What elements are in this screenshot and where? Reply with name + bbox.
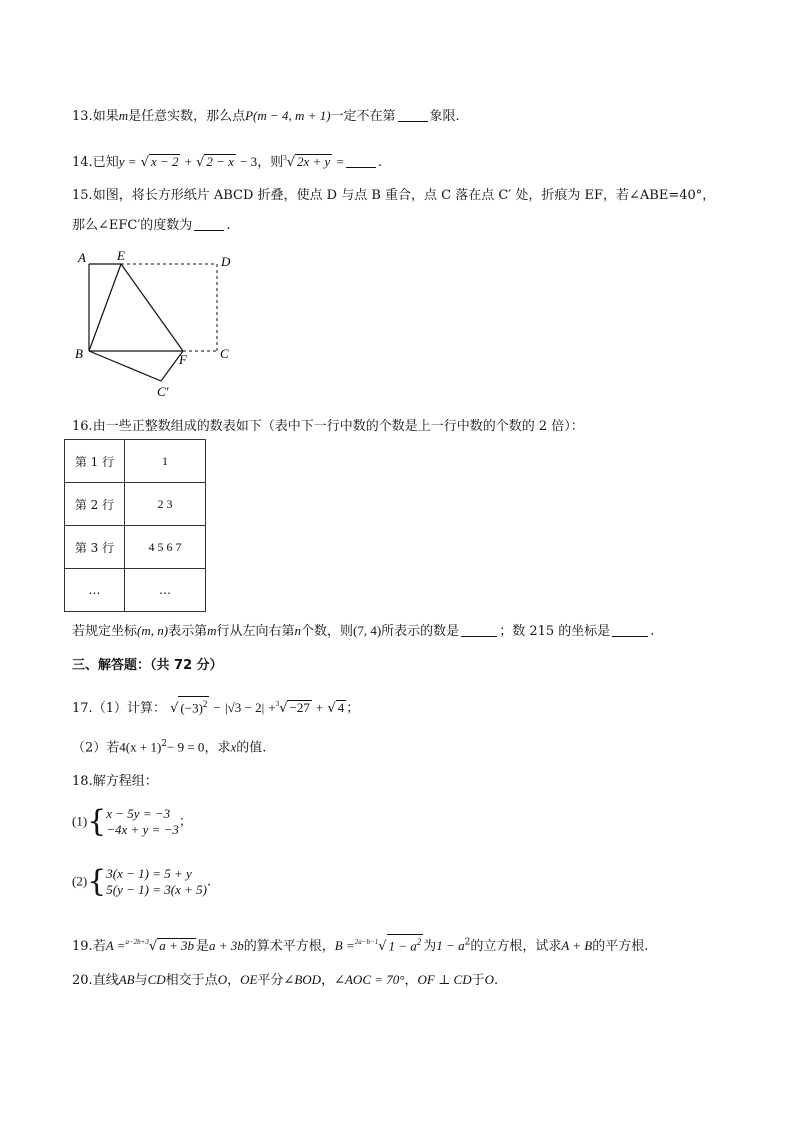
system-2: (2){3(x − 1) = 5 + y 5(y − 1) = 3(x + 5).: [72, 864, 212, 899]
answer-blank[interactable]: [461, 624, 497, 637]
label-D: D: [221, 254, 231, 269]
row-values: 2 3: [125, 483, 206, 526]
label-Cprime: C′: [157, 384, 169, 398]
label-A: A: [78, 250, 86, 265]
question-17-part1: 17.（1）计算： √ $(-3)^2 - |√3 - 2| +^3√ -27$ + √ 4 ；: [72, 695, 359, 718]
answer-blank[interactable]: [398, 109, 428, 122]
table-row: [65, 569, 206, 612]
answer-blank[interactable]: [346, 155, 376, 168]
section-title: 三、解答题：（共 72 分）: [72, 658, 223, 673]
crease-EF: [121, 264, 183, 351]
row-label: 第 1 行: [65, 440, 125, 483]
label-E: E: [117, 248, 125, 263]
row-label: 第 3 行: [65, 526, 125, 569]
segment-BCprime: [89, 351, 161, 381]
question-14: 14.已知y = √ x − 2 + √ 2 − x − 3，则$^3$√ 2x + y = .: [72, 154, 382, 170]
table-row: [65, 483, 206, 526]
segment-BE: [89, 264, 121, 351]
label-B: B: [75, 346, 83, 361]
question-15-line2: 那么∠EFC′的度数为 .: [72, 218, 231, 233]
row-label: …: [65, 569, 125, 612]
row-values: 1: [125, 440, 206, 483]
question-13: 13.如果m是任意实数，那么点P(m − 4, m + 1)一定不在第 象限.: [72, 108, 460, 124]
question-17-part2: （2）若$4(x + 1)^2- 9 = 0$，求x的值.: [72, 739, 267, 756]
row-label: 第 2 行: [65, 483, 125, 526]
number-table: [64, 439, 206, 612]
answer-blank[interactable]: [194, 218, 224, 231]
question-16-intro: 16.由一些正整数组成的数表如下（表中下一行中数的个数是上一行中数的个数的 2 倍）：: [72, 419, 584, 434]
system-1: (1){x − 5y = −3 −4x + y = −3；: [72, 804, 192, 839]
row-values: …: [125, 569, 206, 612]
question-15-line1: 15.如图，将长方形纸片 ABCD 折叠，使点 D 与点 B 重合，点 C 落在点 C′ 处，折痕为 EF，若∠ABE=40°，: [72, 188, 716, 203]
row-values: 4 5 6 7: [125, 526, 206, 569]
answer-blank[interactable]: [612, 624, 648, 637]
table-row: [65, 526, 206, 569]
question-20: 20.直线AB与CD相交于点O，OE平分∠BOD，∠AOC = 70°，OF ⊥ CD于O.: [72, 972, 499, 988]
fold-figure: [70, 248, 240, 398]
question-16-ask: 若规定坐标(m, n)表示第m行从左向右第n个数，则(7, 4)所表示的数是 ；数 215 的坐标是 .: [72, 623, 655, 639]
table-row: [65, 440, 206, 483]
question-18-title: 18.解方程组：: [72, 774, 158, 789]
label-F: F: [179, 352, 187, 367]
label-C: C: [220, 346, 229, 361]
question-19: 19.若A =$^{a-2b+3}$√ a + 3b 是a + 3b的算术平方根，B =$^{2a-b-1}$√ $1 - a^2$ 为$1 - a^2$的立方根，试求A + B的平方根.: [72, 933, 648, 956]
